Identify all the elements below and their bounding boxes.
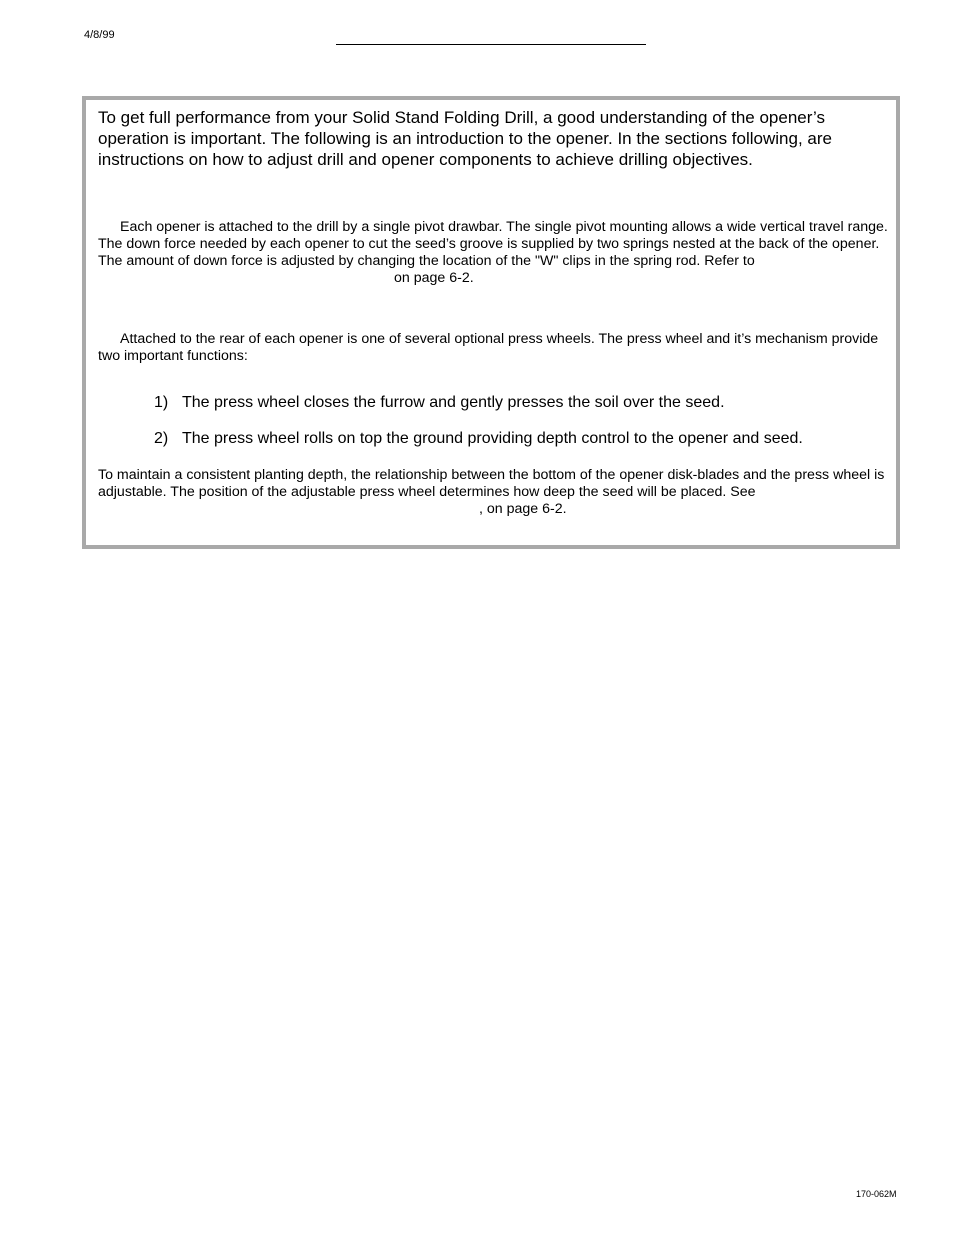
list-item-text: The press wheel closes the furrow and gently presses the soil over the seed. xyxy=(182,394,725,411)
page-date: 4/8/99 xyxy=(84,29,115,41)
depth-paragraph-text: To maintain a consistent planting depth, the relationship between the bottom of the opener disk-blades and the press wheel is adjustable. The position of the adjustable press wheel determines how deep the seed will be placed. See xyxy=(98,467,885,500)
opener-paragraph-text: Each opener is attached to the drill by a single pivot drawbar. The single pivot mounting allows a wide vertical travel range. The down force needed by each opener to cut the seed’s groove is supplied by two springs nested at the back of the opener. The amount of down force is adjusted by changing the location of the "W" clips in the spring rod. Refer to xyxy=(98,219,888,269)
depth-paragraph xyxy=(98,467,888,518)
document-code: 170-062M xyxy=(856,1189,897,1199)
list-item-number: 2) xyxy=(154,430,169,447)
list-item-text: The press wheel rolls on top the ground providing depth control to the opener and seed. xyxy=(182,430,803,447)
press-wheel-paragraph xyxy=(98,331,888,365)
header-rule xyxy=(336,44,646,45)
list-item xyxy=(154,393,894,413)
intro-paragraph: To get full performance from your Solid Stand Folding Drill, a good understanding of the opener’s operation is important. The following is an introduction to the opener. In the sections following, are instructions on how to adjust drill and opener components to achieve drilling objectives. xyxy=(98,108,832,169)
list-item-number: 1) xyxy=(154,394,169,411)
opener-paragraph xyxy=(98,219,888,287)
press-wheel-paragraph-text: Attached to the rear of each opener is one of several optional press wheels. The press wheel and it’s mechanism provide two important functions: xyxy=(98,331,879,364)
depth-paragraph-suffix: , on page 6-2. xyxy=(479,501,567,517)
list-item xyxy=(154,429,894,449)
opener-paragraph-suffix: on page 6-2. xyxy=(394,270,474,286)
